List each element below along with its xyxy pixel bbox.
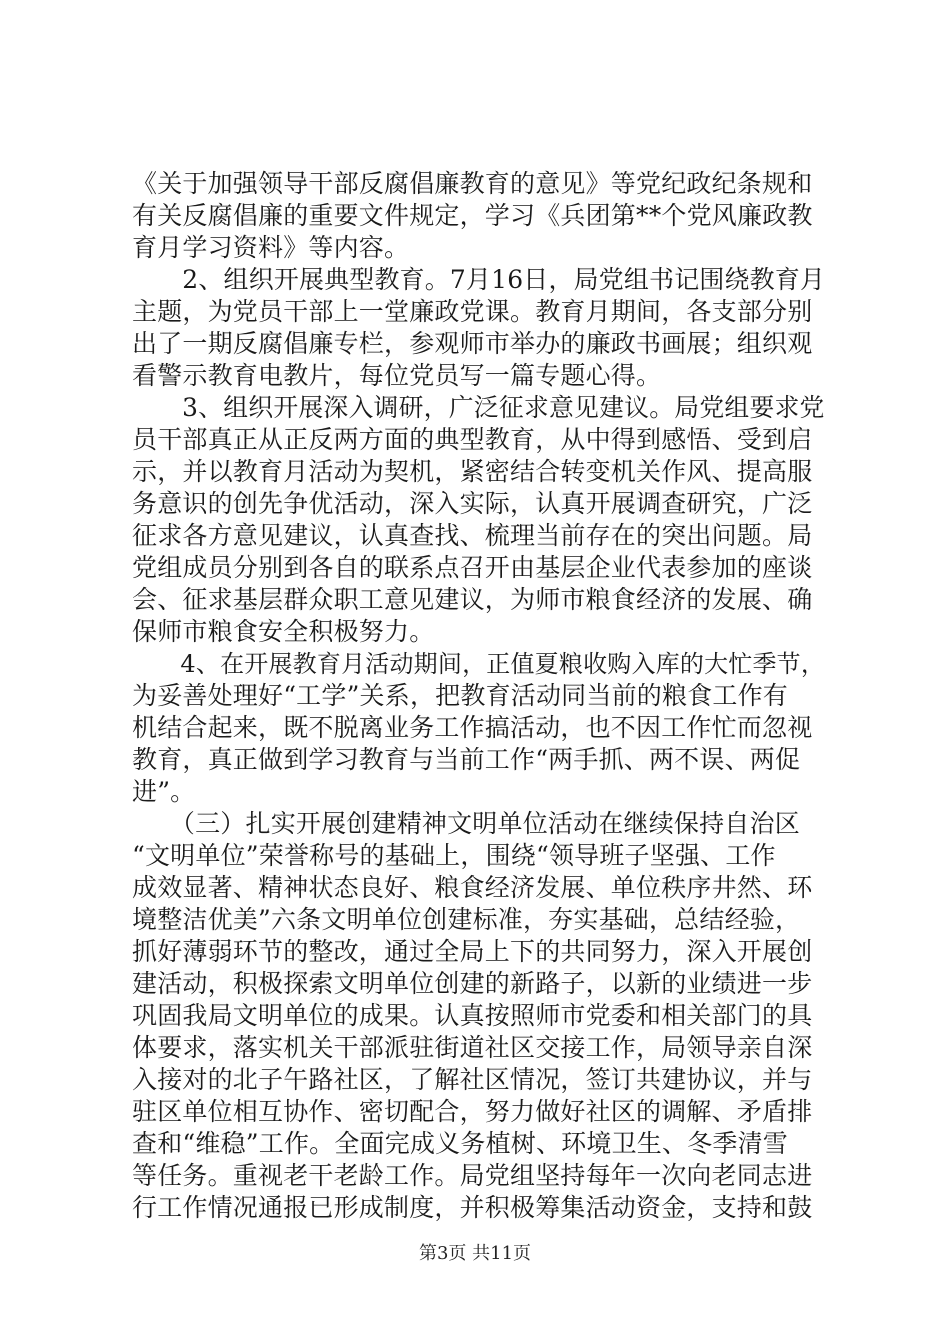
page-number-footer: 第3页 共11页 (418, 1243, 532, 1264)
text-line: 育月学习资料》等内容。 (132, 233, 410, 262)
text-line: 党组成员分别到各自的联系点召开由基层企业代表参加的座谈 (132, 553, 813, 582)
document-body (132, 168, 825, 1224)
text-line: 体要求，落实机关干部派驻街道社区交接工作，局领导亲自深 (132, 1033, 813, 1062)
text-line: 等任务。重视老干老龄工作。局党组坚持每年一次向老同志进 (132, 1161, 813, 1190)
text-line: 4、在开展教育月活动期间，正值夏粮收购入库的大忙季节， (132, 650, 826, 678)
text-line: 教育，真正做到学习教育与当前工作“两手抓、两不误、两促 (132, 745, 801, 774)
text-line: 机结合起来，既不脱离业务工作搞活动，也不因工作忙而忽视 (132, 713, 813, 742)
text-line: 员干部真正从正反两方面的典型教育，从中得到感悟、受到启 (132, 425, 813, 454)
text-line: 查和“维稳”工作。全面完成义务植树、环境卫生、冬季清雪 (132, 1129, 788, 1158)
text-line: 抓好薄弱环节的整改，通过全局上下的共同努力，深入开展创 (132, 937, 813, 966)
text-line: 务意识的创先争优活动，深入实际，认真开展调查研究，广泛 (132, 489, 813, 518)
text-line: 出了一期反腐倡廉专栏，参观师市举办的廉政书画展；组织观 (132, 329, 813, 358)
text-line: 驻区单位相互协作、密切配合，努力做好社区的调解、矛盾排 (132, 1097, 813, 1126)
text-line: 有关反腐倡廉的重要文件规定，学习《兵团第**个党风廉政教 (132, 201, 813, 230)
text-line: 建活动，积极探索文明单位创建的新路子，以新的业绩进一步 (132, 969, 813, 998)
text-line: 示，并以教育月活动为契机，紧密结合转变机关作风、提高服 (132, 457, 813, 486)
text-line: 入接对的北子午路社区，了解社区情况，签订共建协议，并与 (132, 1065, 813, 1094)
text-line: 境整洁优美”六条文明单位创建标准，夯实基础，总结经验， (132, 905, 801, 934)
text-line: “文明单位”荣誉称号的基础上，围绕“领导班子坚强、工作 (132, 841, 776, 870)
text-line: 保师市粮食安全积极努力。 (132, 617, 435, 646)
text-line: 看警示教育电教片，每位党员写一篇专题心得。 (132, 361, 662, 390)
text-line: 3、组织开展深入调研，广泛征求意见建议。局党组要求党 (132, 393, 825, 422)
text-line: 巩固我局文明单位的成果。认真按照师市党委和相关部门的具 (132, 1001, 813, 1030)
text-line: 《关于加强领导干部反腐倡廉教育的意见》等党纪政纪条规和 (132, 169, 813, 198)
text-line: 成效显著、精神状态良好、粮食经济发展、单位秩序井然、环 (132, 873, 813, 902)
text-line: 2、组织开展典型教育。7月16日，局党组书记围绕教育月 (132, 265, 826, 294)
text-line: 为妥善处理好“工学”关系，把教育活动同当前的粮食工作有 (132, 681, 788, 710)
text-line: 进”。 (132, 777, 196, 806)
text-line: 主题，为党员干部上一堂廉政党课。教育月期间，各支部分别 (132, 297, 813, 326)
text-line: 征求各方意见建议，认真查找、梳理当前存在的突出问题。局 (132, 521, 813, 550)
text-line: 会、征求基层群众职工意见建议，为师市粮食经济的发展、确 (132, 585, 813, 614)
text-line: （三）扎实开展创建精神文明单位活动在继续保持自治区 (132, 809, 800, 838)
text-line: 行工作情况通报已形成制度，并积极筹集活动资金，支持和鼓 (132, 1193, 813, 1222)
